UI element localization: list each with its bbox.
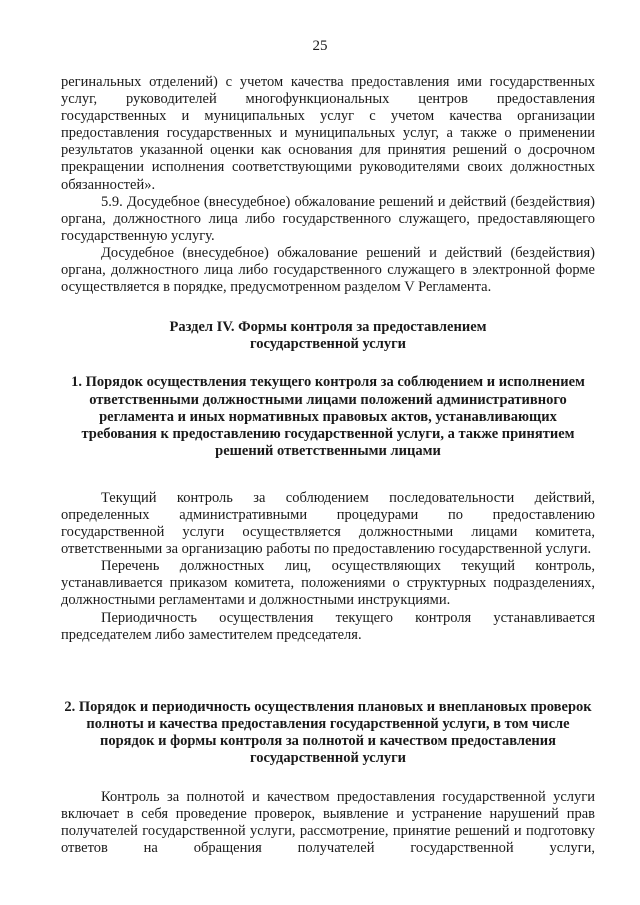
- paragraph-electronic-appeal: Досудебное (внесудебное) обжалование решений и действий (бездействия) органа, должностного лица либо государственного служащего в электронной форме осуществляется в порядке, предусмотренном разделом V Регламента.: [61, 244, 595, 296]
- paragraph-continuation: регинальных отделений) с учетом качества предоставления ими государственных услуг, руководителей многофункциональных центров предоставления государственных и муниципальных услуг с учетом качества организации предоставления государственных и муниципальных услуг, а также о применении результатов указанной оценки как основания для принятия решений о досрочном прекращении исполнения соответствующими руководителями своих должностных обязанностей».: [61, 74, 595, 193]
- paragraph-control-frequency: Периодичность осуществления текущего контроля устанавливается председателем либо заместителем председателя.: [61, 609, 595, 643]
- page-content: [61, 74, 595, 857]
- page-number: 25: [312, 38, 328, 54]
- section-title: Раздел IV. Формы контроля за предоставлением государственной услуги: [169, 319, 487, 353]
- paragraph-current-control: Текущий контроль за соблюдением последовательности действий, определенных административными процедурами по предоставлению государственной услуги осуществляется должностными лицами комитета, ответственными за организацию работы по предоставлению государственной услуги.: [61, 489, 595, 558]
- subsection-2-title: 2. Порядок и периодичность осуществления плановых и внеплановых проверок полноты и качества предоставления государственной услуги, в том числе порядок и формы контроля за полнотой и качеством предоставления государственной услуги: [64, 698, 592, 766]
- paragraph-5-9: 5.9. Досудебное (внесудебное) обжалование решений и действий (бездействия) органа, должностного лица либо государственного служащего, предоставляющего государственную услугу.: [61, 193, 595, 244]
- paragraph-officials-list: Перечень должностных лиц, осуществляющих текущий контроль, устанавливается приказом комитета, положениями о структурных подразделениях, должностными регламентами и должностными инструкциями.: [61, 558, 595, 609]
- subsection-1-title: 1. Порядок осуществления текущего контроля за соблюдением и исполнением ответственными должностными лицами положений административного регламента и иных нормативных правовых актов, устанавливающих требования к предоставлению государственной услуги, а также принятием решений ответственными лицами: [71, 374, 585, 459]
- paragraph-quality-control: Контроль за полнотой и качеством предоставления государственной услуги включает в себя проведение проверок, выявление и устранение нарушений прав получателей государственной услуги, рассмотрение, принятие решений и подготовку ответов на обращения получателей государственной услуги,: [61, 789, 595, 857]
